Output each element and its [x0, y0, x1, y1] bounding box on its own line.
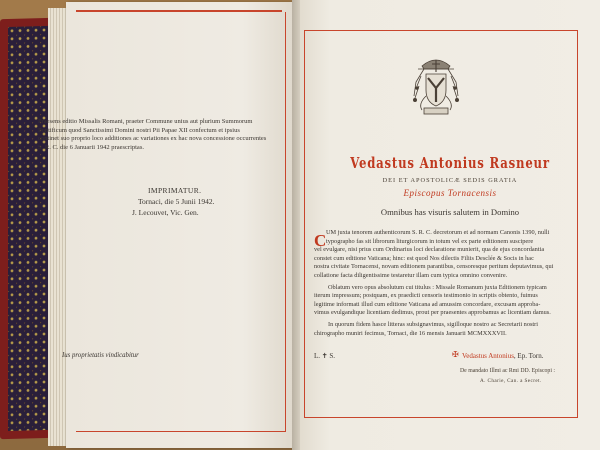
mandato-line: De mandato Illmi ac Rmi DD. Episcopi :	[460, 368, 555, 374]
bishop-signature	[462, 352, 543, 360]
approbation-body	[314, 229, 576, 338]
imprimatur-heading: IMPRIMATUR.	[148, 186, 202, 195]
imprimatur-signer: J. Lecouvet, Vic. Gen.	[132, 208, 199, 217]
right-page	[300, 0, 600, 450]
imprimatur-date: Tornaci, die 5 Junii 1942.	[138, 197, 215, 206]
signature-name: Vedastus Antonius	[462, 352, 514, 360]
left-page-frame	[76, 12, 286, 432]
bishop-name: Vedastus Antonius Rasneur	[350, 154, 550, 172]
body-line: legitime informati illud cum editione Vaticana ad amussim concordare, excusam approba-	[314, 300, 541, 308]
body-line: nostra civitate Tornacensi, novam editionem parantibus, censoresque peritum deputavimus, qui	[314, 263, 554, 271]
secretary-signature: A. Charie, Can. a Secret.	[480, 378, 542, 384]
episcopal-coat-of-arms-icon	[408, 56, 464, 118]
copyright-note: Ius proprietatis vindicabitur	[62, 352, 139, 359]
left-page-intro	[38, 118, 294, 152]
intro-line: S. R. C. die 6 Januarii 1942 praescriptas.	[38, 143, 144, 151]
salutation: Omnibus has visuris salutem in Domino	[380, 207, 520, 217]
left-page	[66, 2, 302, 448]
body-line: iterum impressum; postquam, ex praedicti censoris testimonio in scriptis obtento, fuimus	[314, 292, 538, 300]
body-line: vimus evulgandique licentiam dedimus, prout per praesentes approbamus ac licentiam damus.	[314, 309, 551, 317]
body-line: typographo fas sit librorum liturgicorum in totum vel ex parte editionem suscipere	[326, 237, 534, 245]
drop-cap-initial: C	[314, 231, 327, 250]
body-line: chirographo muniri fecimus, Tornaci, die 16 mensis Januarii MCMXXXVII.	[314, 329, 507, 337]
intro-line: Pontificum quod Sanctissimi Domini nostri Pii Papae XII confectum et ipsius	[38, 126, 240, 134]
dei-gratia-line: DEI ET APOSTOLICÆ SEDIS GRATIA	[382, 177, 518, 184]
locus-sigilli: L. ✝ S.	[314, 352, 336, 360]
body-line: Oblatum vero opus absolutum cui titulus : Missale Romanum juxta Editionem typicam	[328, 283, 547, 291]
intro-line: continet suo proprio loco additiones ac variationes ex hac nova concessione occurrentes	[38, 135, 267, 143]
episcopal-cross-icon: ✠	[452, 350, 459, 359]
body-line: vel evulgare, nisi prius cum Ordinarius loci declaratione munierit, qua de ejus concordantia	[314, 246, 545, 254]
body-line: In quorum fidem hasce litteras subsignavimus, sigilloque nostro ac Secretarii nostri	[328, 320, 539, 328]
body-line: UM juxta tenorem authenticorum S. R. C. decretorum et ad normam Canonis 1390, nulli	[326, 229, 550, 236]
body-line: constet cum editione Vaticana; hinc: est quod Nos dilectis Filiis Desclée & Socis in hac	[314, 254, 534, 262]
bishop-title: Episcopus Tornacensis	[403, 188, 497, 198]
signature-suffix: , Ep. Torn.	[513, 352, 544, 360]
intro-line: Praesens editio Missalis Romani, praeter Commune unius aut plurium Summorum	[38, 118, 253, 125]
body-line: collatione facta diligentissime testaretur illam cum typica omnino convenire.	[314, 271, 508, 279]
